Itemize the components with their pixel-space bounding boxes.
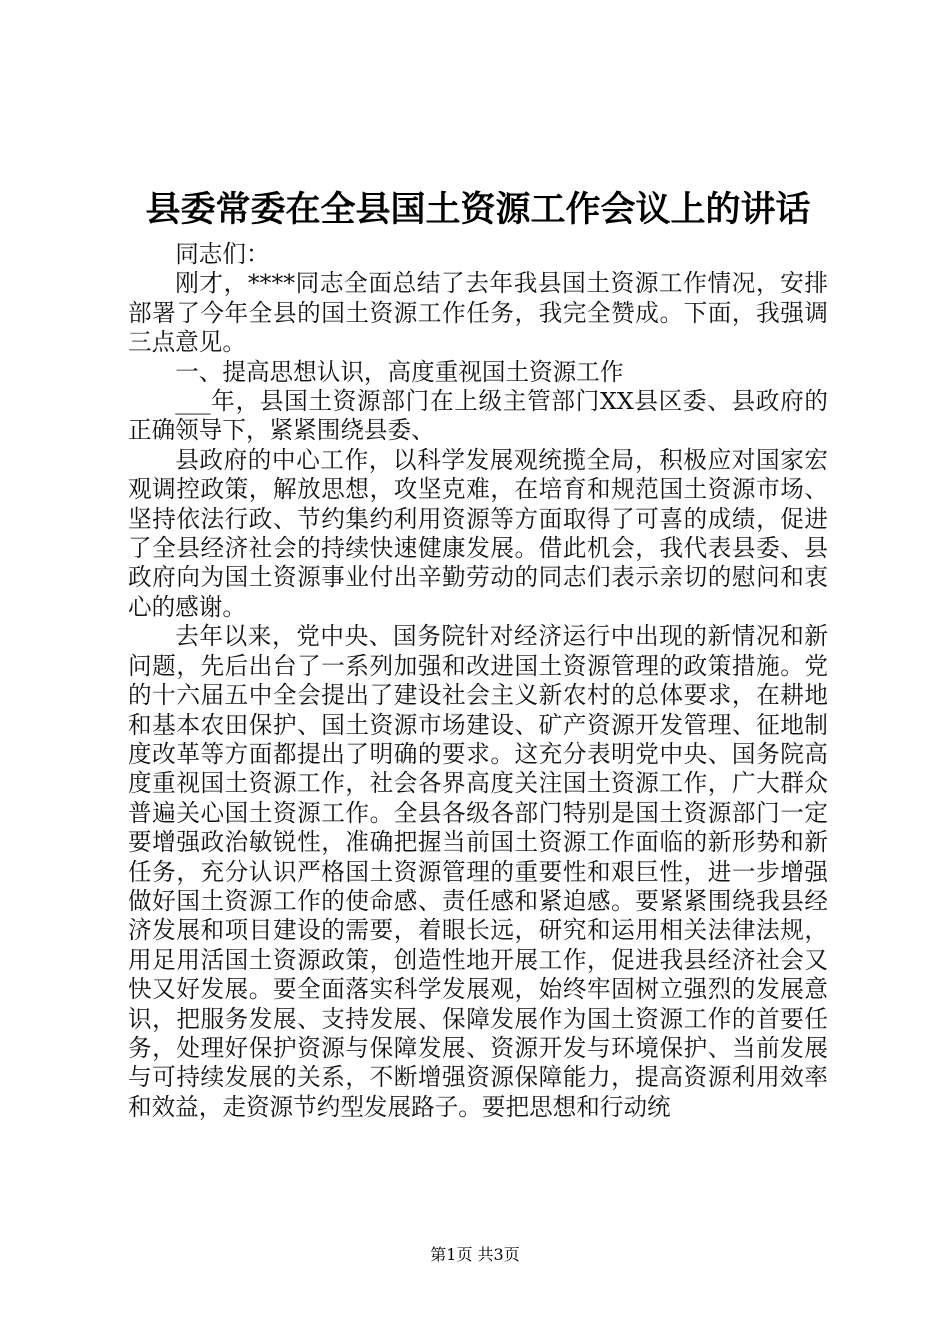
section-heading-1: 一、提高思想认识，高度重视国土资源工作 — [175, 357, 624, 386]
document-title: 县委常委在全县国土资源工作会议上的讲话 — [145, 189, 811, 230]
paragraph-intro: 刚才，****同志全面总结了去年我县国土资源工作情况，安排部署了今年全县的国土资源工作任务，我完全赞成。下面，我强调三点意见。 — [128, 269, 828, 357]
paragraph-policy: 去年以来，党中央、国务院针对经济运行中出现的新情况和新问题，先后出台了一系列加强和改进国土资源管理的政策措施。党的十六届五中全会提出了建设社会主义新农村的总体要求，在耕地和基本农田保护、国土资源市场建设、矿产资源开发管理、征地制度改革等方面都提出了明确的要求。这充分表明党中央、国务院高度重视国土资源工作，社会各界高度关注国土资源工作，广大群众普遍关心国土资源工作。全县各级各部门特别是国土资源部门一定要增强政治敏锐性，准确把握当前国土资源工作面临的新形势和新任务，充分认识严格国土资源管理的重要性和艰巨性，进一步增强做好国土资源工作的使命感、责任感和紧迫感。要紧紧围绕我县经济发展和项目建设的需要，着眼长远，研究和运用相关法律法规，用足用活国土资源政策，创造性地开展工作，促进我县经济社会又快又好发展。要全面落实科学发展观，始终牢固树立强烈的发展意识，把服务发展、支持发展、保障发展作为国土资源工作的首要任务，处理好保护资源与保障发展、资源开发与环境保护、当前发展与可持续发展的关系，不断增强资源保障能力，提高资源利用效率和效益，走资源节约型发展路子。要把思想和行动统 — [128, 622, 828, 1121]
paragraph-achievements-cont: 县政府的中心工作，以科学发展观统揽全局，积极应对国家宏观调控政策，解放思想，攻坚克难，在培育和规范国土资源市场、坚持依法行政、节约集约利用资源等方面取得了可喜的成绩，促进了全县经济社会的持续快速健康发展。借此机会，我代表县委、县政府向为国土资源事业付出辛勤劳动的同志们表示亲切的慰问和衷心的感谢。 — [128, 445, 828, 621]
document-body — [128, 240, 828, 1122]
page-number-footer: 第1页 共3页 — [430, 1245, 520, 1264]
paragraph-achievements: ___年，县国土资源部门在上级主管部门XX县区委、县政府的正确领导下，紧紧围绕县委、 — [128, 387, 828, 445]
salutation: 同志们： — [175, 240, 270, 268]
